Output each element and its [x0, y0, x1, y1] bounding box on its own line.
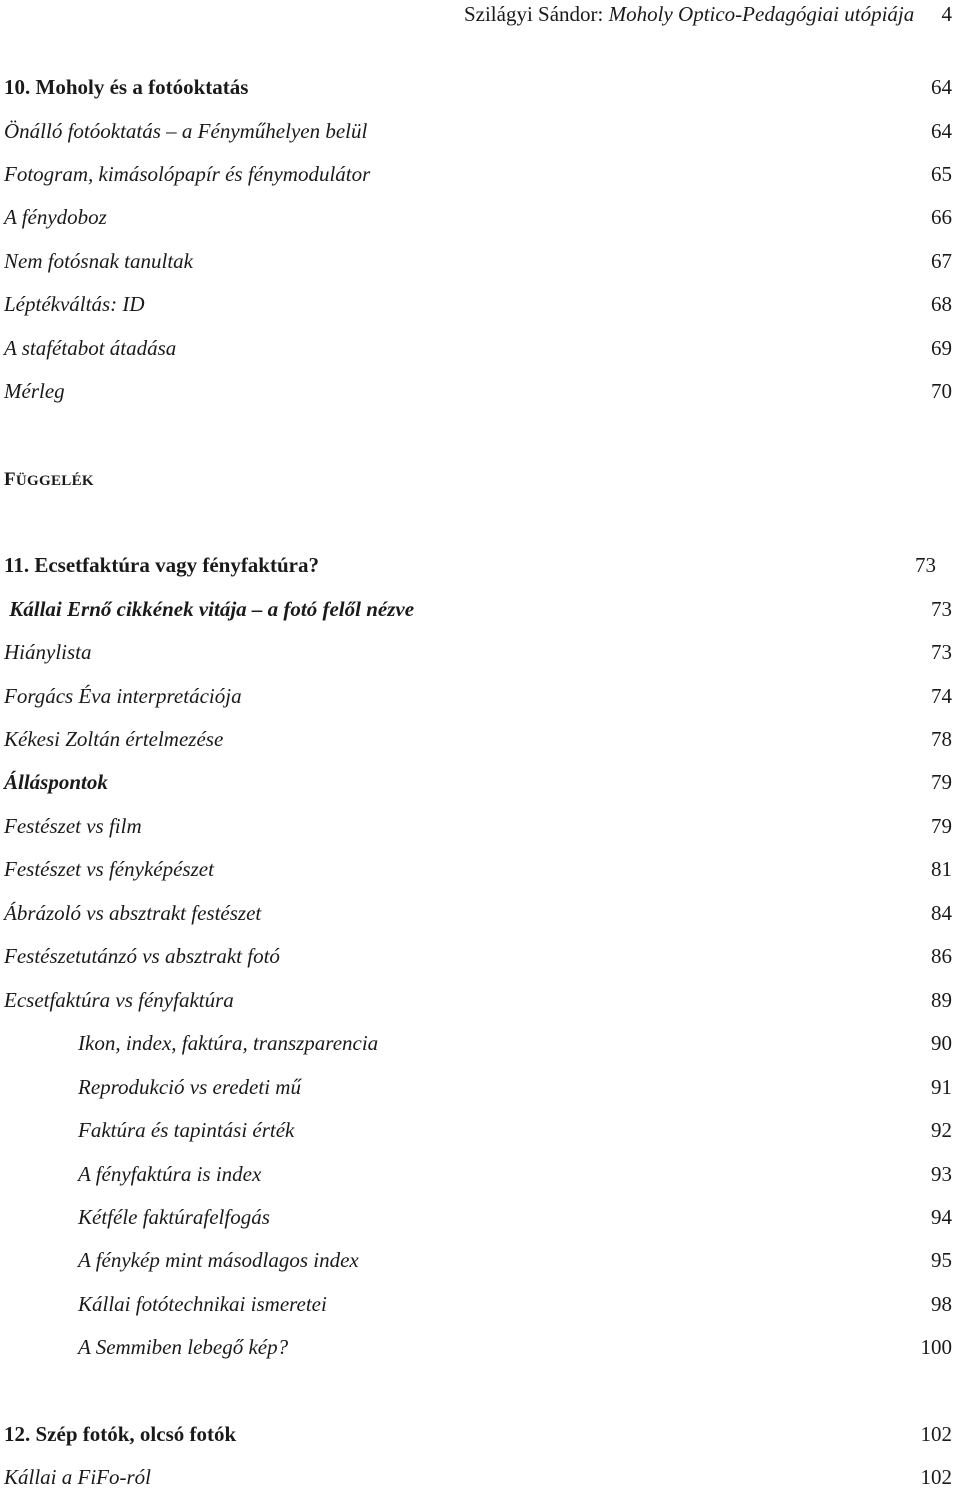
toc-entry	[4, 203, 952, 231]
toc-entry	[4, 899, 952, 927]
toc-page: 79	[931, 770, 952, 794]
toc-title: A fénykép mint másodlagos index	[78, 1248, 359, 1272]
toc-entry	[4, 812, 952, 840]
toc-page: 102	[920, 1422, 952, 1446]
toc-subentry	[78, 1029, 952, 1057]
toc-entry	[4, 247, 952, 275]
toc-page: 92	[931, 1118, 952, 1142]
toc-page: 100	[920, 1335, 952, 1359]
toc-subentry	[78, 1246, 952, 1274]
running-header	[464, 0, 952, 28]
toc-page: 95	[931, 1248, 952, 1272]
toc-page: 90	[931, 1031, 952, 1055]
toc-entry	[4, 1463, 952, 1491]
toc-title: Festészet vs film	[4, 814, 142, 838]
toc-title: A fényfaktúra is index	[78, 1162, 262, 1186]
toc-title: Kállai a FiFo-ról	[4, 1465, 151, 1489]
toc-title: Forgács Éva interpretációja	[4, 684, 242, 708]
toc-page: 65	[931, 162, 952, 186]
toc-title: 10. Moholy és a fotóoktatás	[4, 75, 249, 99]
toc-page: 67	[931, 249, 952, 273]
toc-chapter-10	[4, 73, 952, 101]
toc-title: Ecsetfaktúra vs fényfaktúra	[4, 988, 234, 1012]
toc-page: 89	[931, 988, 952, 1012]
toc-page: 86	[931, 944, 952, 968]
toc-page: 74	[931, 684, 952, 708]
toc-title: Ábrázoló vs absztrakt festészet	[4, 901, 262, 925]
toc-entry	[4, 638, 952, 666]
toc-entry	[4, 682, 952, 710]
toc-title: Fotogram, kimásolópapír és fénymodulátor	[4, 162, 371, 186]
toc-title: Kékesi Zoltán értelmezése	[4, 727, 224, 751]
toc-page: 91	[931, 1075, 952, 1099]
toc-subentry	[78, 1160, 952, 1188]
toc-page: 79	[931, 814, 952, 838]
toc-page: 98	[931, 1292, 952, 1316]
toc-title: A Semmiben lebegő kép?	[78, 1335, 289, 1359]
header-author: Szilágyi Sándor:	[463, 2, 604, 26]
toc-chapter-12	[4, 1420, 952, 1448]
toc-page: 66	[931, 205, 952, 229]
toc-entry	[4, 986, 952, 1014]
appendix-heading	[4, 466, 952, 494]
toc-page: 94	[931, 1205, 952, 1229]
toc-page: 73	[915, 553, 936, 577]
toc-entry	[4, 855, 952, 883]
header-page-number: 4	[941, 2, 952, 26]
toc-subentry	[78, 1073, 952, 1101]
appendix-heading-rest: ÜGGELÉK	[15, 473, 94, 489]
toc-page: 78	[931, 727, 952, 751]
toc-title: Léptékváltás: ID	[4, 292, 145, 316]
toc-entry	[4, 942, 952, 970]
toc-page: 93	[931, 1162, 952, 1186]
toc-entry	[4, 334, 952, 362]
toc-chapter-11	[4, 551, 936, 579]
toc-entry	[4, 725, 952, 753]
toc-page: 73	[931, 640, 952, 664]
toc-page: 102	[920, 1465, 952, 1489]
toc-page: 69	[931, 336, 952, 360]
toc-title: Kállai fotótechnikai ismeretei	[78, 1292, 327, 1316]
toc-entry	[4, 117, 952, 145]
toc-page: 73	[931, 597, 952, 621]
toc-entry	[4, 595, 952, 623]
toc-title: Kétféle faktúrafelfogás	[78, 1205, 270, 1229]
toc-title: A fénydoboz	[4, 205, 107, 229]
toc-page: 70	[931, 379, 952, 403]
toc-entry	[4, 290, 952, 318]
appendix-heading-initial: F	[4, 469, 16, 490]
toc-page: 64	[931, 75, 952, 99]
toc-title: Mérleg	[4, 379, 65, 403]
toc-title: Nem fotósnak tanultak	[4, 249, 193, 273]
toc-title: Reprodukció vs eredeti mű	[78, 1075, 301, 1099]
toc-title: 12. Szép fotók, olcsó fotók	[4, 1422, 237, 1446]
toc-page: 68	[931, 292, 952, 316]
toc-subentry	[78, 1333, 952, 1361]
toc-subentry	[78, 1203, 952, 1231]
toc-page: 81	[931, 857, 952, 881]
toc-title: Faktúra és tapintási érték	[78, 1118, 295, 1142]
header-title: Moholy Optico-Pedagógiai utópiája	[608, 2, 915, 26]
toc-entry	[4, 377, 952, 405]
toc-title: Ikon, index, faktúra, transzparencia	[78, 1031, 379, 1055]
toc-subentry	[78, 1290, 952, 1318]
toc-title: Festészetutánzó vs absztrakt fotó	[4, 944, 280, 968]
toc-title: Festészet vs fényképészet	[4, 857, 214, 881]
toc-title: A stafétabot átadása	[4, 336, 177, 360]
toc-page: 84	[931, 901, 952, 925]
toc-title: Álláspontok	[4, 770, 108, 794]
toc-title: Hiánylista	[4, 640, 92, 664]
toc-title: 11. Ecsetfaktúra vagy fényfaktúra?	[4, 553, 319, 577]
toc-title: Önálló fotóoktatás – a Fényműhelyen belül	[4, 119, 368, 143]
toc-entry	[4, 768, 952, 796]
toc-entry	[4, 160, 952, 188]
toc-page: 64	[931, 119, 952, 143]
toc-subentry	[78, 1116, 952, 1144]
toc-title: Kállai Ernő cikkének vitája – a fotó felől nézve	[4, 597, 415, 621]
